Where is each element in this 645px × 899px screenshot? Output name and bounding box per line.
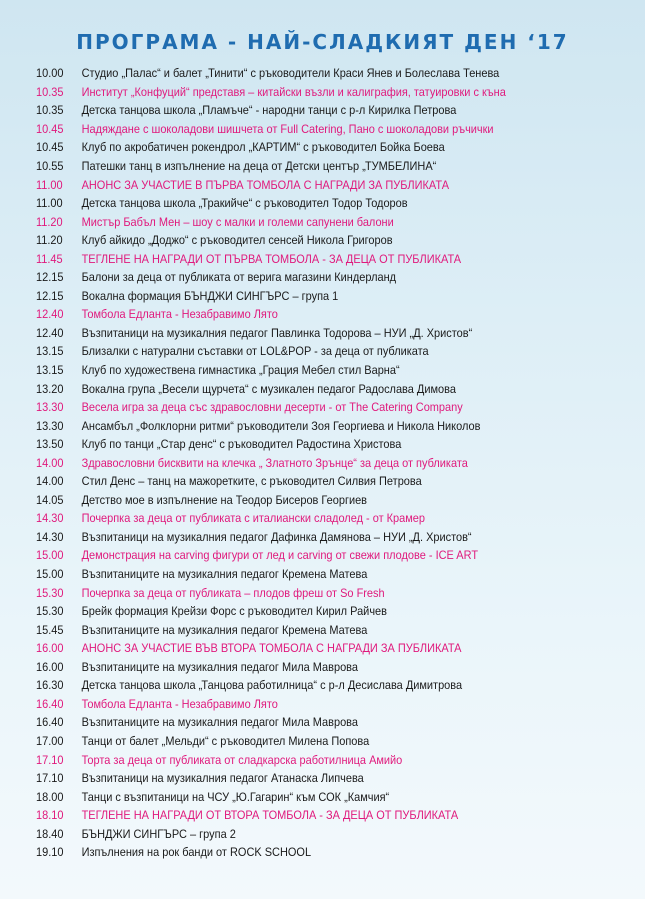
schedule-time: 11.20: [36, 233, 63, 248]
schedule-time: 18.10: [36, 808, 64, 823]
schedule-row: [36, 639, 594, 658]
schedule-row: [36, 194, 594, 213]
schedule-time: 18.00: [36, 789, 64, 804]
schedule-event: Стил Денс – танц на мажоретките, с ръководител Силвия Петрова: [81, 474, 422, 489]
schedule-event: Клуб по танци „Стар денс“ с ръководител Радостина Христова: [81, 437, 402, 452]
schedule-time: 15.30: [36, 585, 64, 600]
schedule-row: [36, 83, 594, 102]
schedule-time: 11.20: [36, 214, 63, 229]
schedule-row: [36, 546, 594, 565]
schedule-time: 15.30: [36, 604, 64, 619]
schedule-time: 11.00: [36, 177, 63, 192]
schedule-time: 15.00: [36, 567, 64, 582]
schedule-event: Възпитаници на музикалния педагог Атанаска Липчева: [81, 771, 364, 786]
schedule-time: 17.00: [36, 733, 64, 748]
schedule-row: [36, 361, 594, 380]
schedule-time: 13.15: [36, 344, 64, 359]
schedule-event: Надяждане с шоколадови шишчета от Full Catering, Пано с шоколадови ръчички: [81, 121, 494, 136]
schedule-time: 19.10: [36, 845, 64, 860]
schedule-row: [36, 528, 594, 547]
schedule-time: 10.45: [36, 140, 64, 155]
schedule-event: Балони за деца от публиката от верига магазини Киндерланд: [81, 270, 397, 285]
schedule-event: Изпълнения на рок банди от ROCK SCHOOL: [81, 845, 312, 860]
schedule-time: 13.30: [36, 400, 64, 415]
schedule-row: [36, 249, 594, 268]
schedule-time: 11.45: [36, 251, 63, 266]
schedule-time: 15.45: [36, 622, 64, 637]
schedule-event: Клуб айкидо „Доджо“ с ръководител сенсей Никола Григоров: [81, 233, 393, 248]
schedule-event: Вокална формация БЪНДЖИ СИНГЪРС – група 1: [81, 288, 339, 303]
schedule-time: 13.20: [36, 381, 64, 396]
schedule-time: 10.35: [36, 103, 64, 118]
schedule-row: [36, 157, 594, 176]
schedule-event: Патешки танц в изпълнение на деца от Детски център „ТУМБЕЛИНА“: [81, 159, 437, 173]
schedule-row: [36, 620, 594, 639]
schedule-event: Вокална група „Весели щурчета“ с музикален педагог Радослава Димова: [81, 381, 456, 396]
schedule-time: 12.15: [36, 288, 64, 303]
schedule-row: [36, 268, 594, 287]
schedule-time: 14.05: [36, 492, 64, 507]
schedule-event: Томбола Едланта - Незабравимо Лято: [81, 307, 278, 322]
schedule-time: 10.45: [36, 121, 64, 136]
schedule-row: [36, 787, 594, 806]
schedule-row: [36, 175, 594, 194]
schedule-row: [36, 491, 594, 510]
schedule-event: Брейк формация Крейзи Форс с ръководител Кирил Райчев: [81, 604, 387, 619]
schedule-row: [36, 64, 594, 83]
schedule-row: [36, 324, 594, 343]
schedule-row: [36, 212, 594, 231]
schedule-event: Томбола Едланта - Незабравимо Лято: [81, 696, 278, 711]
schedule-time: 11.00: [36, 196, 63, 211]
schedule-event: БЪНДЖИ СИНГЪРС – група 2: [81, 826, 236, 841]
schedule-event: Възпитаници на музикалния педагог Дафинка Дамянова – НУИ „Д. Христов“: [81, 529, 472, 544]
schedule-row: [36, 750, 594, 769]
schedule-row: [36, 398, 594, 417]
schedule-event: Институт „Конфуций“ представя – китайски възли и калиграфия, татуировки с къна: [81, 84, 506, 99]
schedule-event: Близалки с натурални съставки от LOL&POP - за деца от публиката: [81, 344, 429, 359]
schedule-time: 16.00: [36, 659, 64, 674]
schedule-event: ТЕГЛЕНЕ НА НАГРАДИ ОТ ВТОРА ТОМБОЛА - ЗА ДЕЦА ОТ ПУБЛИКАТА: [81, 808, 459, 823]
schedule-time: 12.15: [36, 270, 64, 285]
schedule-event: Почерпка за деца от публиката с италиански сладолед - от Крамер: [81, 511, 426, 526]
schedule-time: 17.10: [36, 771, 64, 786]
schedule-time: 13.15: [36, 363, 64, 378]
schedule-event: Почерпка за деца от публиката – плодов фреш от So Fresh: [81, 585, 385, 600]
schedule-row: [36, 435, 594, 454]
schedule-row: [36, 732, 594, 751]
schedule-row: [36, 120, 594, 139]
schedule-time: 10.00: [36, 66, 64, 81]
schedule-row: [36, 231, 594, 250]
schedule-row: [36, 843, 594, 862]
schedule-row: [36, 416, 594, 435]
schedule-event: Танци от балет „Мельди“ с ръководител Милена Попова: [81, 733, 370, 748]
schedule-time: 12.40: [36, 307, 64, 322]
schedule-event: АНОНС ЗА УЧАСТИЕ ВЪВ ВТОРА ТОМБОЛА С НАГРАДИ ЗА ПУБЛИКАТА: [81, 641, 462, 656]
page-title: ПРОГРАМА - НАЙ-СЛАДКИЯТ ДЕН ‘17: [76, 30, 569, 54]
schedule-time: 17.10: [36, 752, 64, 767]
schedule-time: 16.40: [36, 696, 64, 711]
schedule-row: [36, 509, 594, 528]
schedule-event: Детство мое в изпълнение на Теодор Бисеров Георгиев: [81, 492, 368, 507]
schedule-time: 15.00: [36, 548, 64, 563]
schedule-event: ТЕГЛЕНЕ НА НАГРАДИ ОТ ПЪРВА ТОМБОЛА - ЗА ДЕЦА ОТ ПУБЛИКАТА: [81, 251, 462, 266]
schedule-time: 18.40: [36, 826, 64, 841]
schedule-time: 13.30: [36, 418, 64, 433]
schedule-event: Ансамбъл „Фолклорни ритми“ ръководители Зоя Георгиева и Никола Николов: [81, 418, 481, 433]
schedule-row: [36, 565, 594, 584]
schedule-time: 14.30: [36, 529, 64, 544]
schedule-event: Детска танцова школа „Танцова работилница“ с р-л Десислава Димитрова: [81, 678, 463, 693]
schedule-event: Мистър Бабъл Мен – шоу с малки и големи сапунени балони: [81, 214, 394, 229]
schedule-event: Клуб по акробатичен рокендрол „КАРТИМ“ с ръководител Бойка Боева: [81, 140, 445, 155]
schedule-row: [36, 658, 594, 677]
schedule-event: Клуб по художествена гимнастика „Грация Мебел стил Варна“: [81, 363, 400, 378]
schedule-row: [36, 472, 594, 491]
schedule-row: [36, 602, 594, 621]
schedule-time: 14.00: [36, 474, 64, 489]
schedule-event: Детска танцова школа „Пламъче“ - народни танци с р-л Кирилка Петрова: [81, 103, 457, 118]
schedule-list: [36, 64, 636, 862]
schedule-event: Детска танцова школа „Тракийче“ с ръководител Тодор Тодоров: [81, 196, 408, 211]
schedule-time: 10.35: [36, 84, 64, 99]
schedule-row: [36, 379, 594, 398]
schedule-row: [36, 824, 594, 843]
schedule-row: [36, 676, 594, 695]
schedule-event: Здравословни бисквити на клечка „ Златното Зрънце“ за деца от публиката: [81, 455, 468, 470]
schedule-time: 10.55: [36, 159, 64, 173]
schedule-row: [36, 101, 594, 120]
schedule-row: [36, 713, 594, 732]
schedule-row: [36, 453, 594, 472]
schedule-time: 16.30: [36, 678, 64, 693]
schedule-event: Студио „Палас“ и балет „Тинити“ с ръководители Краси Янев и Болеслава Тенева: [81, 66, 500, 81]
schedule-event: Възпитаници на музикалния педагог Павлинка Тодорова – НУИ „Д. Христов“: [81, 325, 473, 340]
schedule-event: АНОНС ЗА УЧАСТИЕ В ПЪРВА ТОМБОЛА С НАГРАДИ ЗА ПУБЛИКАТА: [81, 177, 450, 192]
schedule-row: [36, 138, 594, 157]
schedule-time: 16.00: [36, 641, 64, 656]
schedule-event: Торта за деца от публиката от сладкарска работилница Амийо: [81, 752, 403, 767]
schedule-row: [36, 583, 594, 602]
schedule-event: Демонстрация на carving фигури от лед и carving от свежи плодове - ICE ART: [81, 548, 479, 563]
schedule-row: [36, 695, 594, 714]
schedule-time: 14.00: [36, 455, 64, 470]
schedule-event: Весела игра за деца със здравословни десерти - от The Catering Company: [81, 400, 463, 415]
schedule-time: 14.30: [36, 511, 64, 526]
schedule-row: [36, 342, 594, 361]
schedule-row: [36, 305, 594, 324]
schedule-event: Възпитаниците на музикалния педагог Кремена Матева: [81, 567, 368, 582]
schedule-row: [36, 806, 594, 825]
schedule-time: 13.50: [36, 437, 64, 452]
schedule-event: Танци с възпитаници на ЧСУ „Ю.Гагарин“ към СОК „Камчия“: [81, 789, 390, 804]
schedule-time: 16.40: [36, 715, 64, 730]
schedule-event: Възпитаниците на музикалния педагог Мила Маврова: [81, 715, 358, 730]
schedule-time: 12.40: [36, 325, 64, 340]
schedule-event: Възпитаниците на музикалния педагог Кремена Матева: [81, 622, 368, 637]
schedule-row: [36, 769, 594, 788]
schedule-row: [36, 287, 594, 306]
schedule-event: Възпитаниците на музикалния педагог Мила Маврова: [81, 659, 358, 674]
